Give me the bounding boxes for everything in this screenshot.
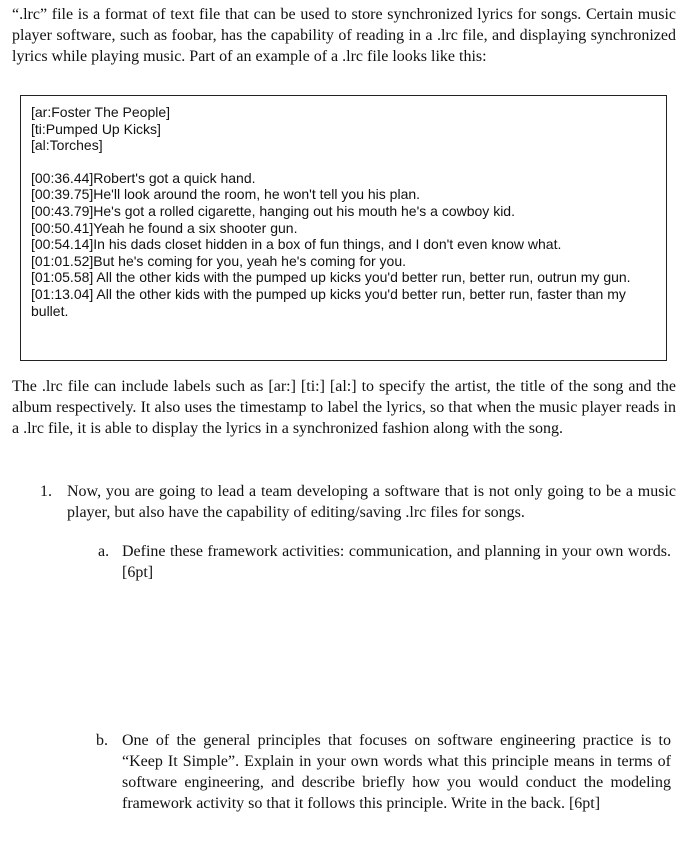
lrc-lyric-line: [00:43.79]He's got a rolled cigarette, hanging out his mouth he's a cowboy kid. [31,202,515,219]
lrc-lyric-line: [00:36.44]Robert's got a quick hand. [31,169,256,186]
question-1b-text: One of the general principles that focuses on software engineering practice is to “Keep It Simple”. Explain in your own words what this principle means in terms of software engineering, and describe briefly how you would conduct the modeling framework activity so that it follows this principle. Write in the back. [6pt] [122,732,671,812]
question-1a-letter: a. [98,543,110,560]
lrc-lyric-line: [00:50.41]Yeah he found a six shooter gun. [31,219,298,236]
lrc-tag-artist: [ar:Foster The People] [31,104,171,120]
lrc-lyric-line: [00:39.75]He'll look around the room, he won't tell you his plan. [31,186,421,203]
lrc-tag-album: [al:Torches] [31,137,103,154]
lrc-example-box [20,95,667,361]
explanation-paragraph: The .lrc file can include labels such as [ar:] [ti:] [al:] to specify the artist, the title of the song and the album respectively. It also uses the timestamp to label the lyrics, so that when the music player reads in a .lrc file, it is able to display the lyrics in a synchronized fashion along with the song. [12,378,676,437]
question-1-text: Now, you are going to lead a team developing a software that is not only going to be a music player, but also have the capability of editing/saving .lrc files for songs. [67,483,676,521]
lrc-lyric-line: [01:13.04] All the other kids with the pumped up kicks you'd better run, better run, faster than my bullet. [31,285,626,319]
lrc-lyric-line: [01:01.52]But he's coming for you, yeah he's coming for you. [31,252,407,269]
lrc-lyric-line: [01:05.58] All the other kids with the pumped up kicks you'd better run, better run, outrun my gun. [31,269,631,286]
lrc-lyric-line: [00:54.14]In his dads closet hidden in a box of fun things, and I don't even know what. [31,236,562,253]
lrc-blank-line [31,154,656,170]
intro-paragraph: “.lrc” file is a format of text file that can be used to store synchronized lyrics for songs. Certain music player software, such as foobar, has the capability of reading in a .lrc file, and displaying synchronized lyrics while playing music. Part of an example of a .lrc file looks like this: [12,6,676,65]
lrc-tag-title: [ti:Pumped Up Kicks] [31,120,161,137]
question-1b-letter: b. [96,732,108,749]
question-1-number: 1. [40,483,52,500]
question-1a-text: Define these framework activities: communication, and planning in your own words. [6pt] [122,543,671,581]
